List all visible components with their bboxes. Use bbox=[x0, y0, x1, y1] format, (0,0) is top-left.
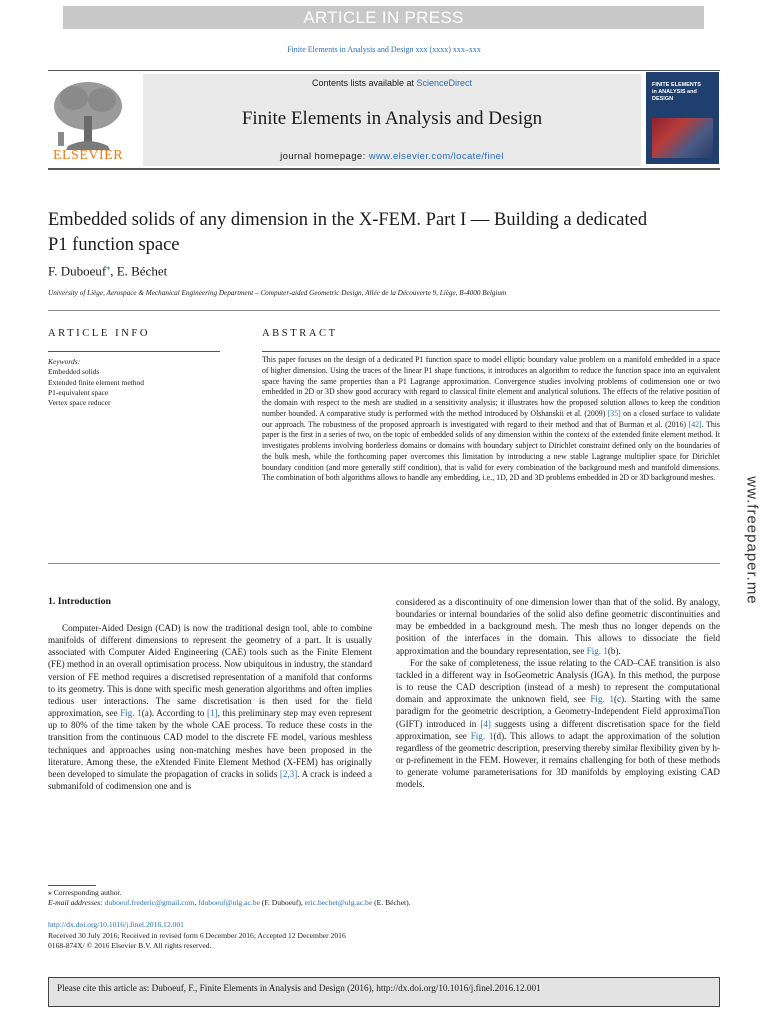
keywords-block bbox=[48, 357, 228, 408]
contents-line bbox=[143, 78, 641, 88]
footnote-block bbox=[48, 888, 720, 908]
intro-paragraph-1-continued bbox=[396, 596, 720, 657]
corresponding-author-note: ⁎ Corresponding author. bbox=[48, 888, 122, 897]
affiliation-divider bbox=[48, 310, 720, 311]
fig-1d-link[interactable]: Fig. 1 bbox=[470, 730, 494, 741]
homepage-link[interactable]: www.elsevier.com/locate/finel bbox=[368, 151, 504, 162]
author-separator: , bbox=[110, 263, 117, 279]
cover-title-line-2: in ANALYSIS and bbox=[652, 89, 697, 95]
abstract-part-2: on a closed surface to validate our approach. The robustness of the proposed approach is investigated with regard to their method and that of Burman et al. (2016) bbox=[262, 408, 720, 429]
article-in-press-banner: ARTICLE IN PRESS bbox=[63, 6, 704, 29]
author-list bbox=[48, 263, 167, 279]
body-column-right bbox=[396, 596, 720, 791]
email-link[interactable]: fduboeuf@ulg.ac.be bbox=[198, 898, 260, 907]
abstract-part-1: This paper focuses on the design of a dedicated P1 function space to model elliptic boundary value problem on a manifold embedded in a space of higher dimension. Using the traces of the linear P1 shape functions, it introduces an algorithm to reduce the function space into an equivalent space having the same properties than a P1 Lagrange approximation. Convergence studies involving problems of codimension one or two embedded in 2D or 3D show good accuracy with regard to classical finite element and analytical solutions. The effects of the relative position of the domain with respect to the mesh are studied in a sensitivity analysis; it illustrates how the proposed solution allows to keep the condition number bounded. A comparative study is performed with the method introduced by Olshanskii et al. (2009) bbox=[262, 355, 720, 418]
header-divider-top bbox=[48, 70, 720, 71]
text-run: (d). This allows to adapt the approximation of the solution regardless of the geometric description, preserving thereby similar flexibility given by h- or p-refinement in the FEM. However, it remains challenging for both of these methods to generate volume parameterisations for 3D manifolds by employing existing CAD models. bbox=[396, 730, 720, 790]
publisher-name: ELSEVIER bbox=[52, 148, 124, 163]
text-run: (b). bbox=[607, 645, 621, 656]
text-run: Computer-Aided Design (CAD) is now the traditional design tool, able to combine manifolds of different dimensions to represent the geometry of a part. It is usually associated with Computer Aided Engineering (CAE) tools such as the Finite Element (FE) method in an overall optimisation process. Now ubiquitous in industry, the standard version of FE method requires a discretised representation of a manifold that conforms to its geometry. This is done with specific mesh generation algorithms and often implies tedious user interactions. The same discretisation is then used for the field approximation, see bbox=[48, 623, 372, 719]
text-run: considered as a discontinuity of one dimension lower than that of the solid. By analogy, boundaries or internal boundaries of the solid also define geometric discontinuities and may be embedded in a background mesh. The mesh thus no longer depends on the position of the interfaces in the domain. This allows to dissociate the field approximation and the boundary representation, see bbox=[396, 597, 720, 656]
ref-4-link[interactable]: [4] bbox=[480, 718, 491, 729]
text-run: suggests using a different discretisation space for the field approximation, see bbox=[396, 718, 720, 741]
fig-1c-link[interactable]: Fig. 1 bbox=[590, 694, 615, 705]
ref-35-link[interactable]: [35] bbox=[607, 408, 621, 418]
keyword-item: P1-equivalent space bbox=[48, 387, 109, 397]
email-owner: (E. Béchet). bbox=[372, 898, 411, 907]
corresponding-author-mark[interactable]: ⁎ bbox=[106, 263, 111, 272]
text-run: (a). According to bbox=[141, 708, 207, 719]
publication-info bbox=[48, 920, 720, 952]
text-run: For the sake of completeness, the issue relating to the CAD–CAE transition is also tackled in a different way in IsoGeometric Analysis (IGA). In this method, the purpose is to reuse the CAD description (instead of a mesh) to represent the computational domain and approximate the unknown field, see bbox=[396, 657, 720, 705]
homepage-prefix: journal homepage: bbox=[280, 151, 369, 162]
issn-copyright: 0168-874X/ © 2016 Elsevier B.V. All rights reserved. bbox=[48, 941, 212, 950]
section-heading-introduction: 1. Introduction bbox=[48, 596, 111, 607]
keyword-item: Extended finite element method bbox=[48, 377, 145, 387]
keyword-item: Embedded solids bbox=[48, 367, 100, 377]
email-owner: (F. Duboeuf), bbox=[259, 898, 305, 907]
author-duboeuf: F. Duboeuf bbox=[48, 263, 107, 279]
email-link[interactable]: duboeuf.frederic@gmail.com bbox=[104, 898, 195, 907]
contents-prefix: Contents lists available at bbox=[311, 78, 417, 88]
cover-title-line-1: FINITE ELEMENTS bbox=[652, 82, 701, 88]
ref-42-link[interactable]: [42] bbox=[688, 419, 702, 429]
text-run: , this preliminary step may even represent up to 80% of the time taken by the whole CAE process. To reduce these costs in the transition from the continuous CAD model to the discrete FE model, various meshless techniques and approaches using non-matching meshes have been proposed in the literature. Among these, the eXtended Finite Element Method (X-FEM) has originally been developed to simulate the propagation of cracks in solids bbox=[48, 708, 373, 779]
freepaper-watermark bbox=[736, 432, 766, 660]
received-dates: Received 30 July 2016; Received in revised form 6 December 2016; Accepted 12 December 2016 bbox=[48, 930, 346, 940]
abstract-part-3: . This paper is the first in a series of two, on the topic of embedded solids of any dimension within the context of the extended finite element method. It investigates problems involving borderless domains or domains with boundary subject to Dirichlet constraint defined only on the boundaries of the bulk mesh, while the forthcoming paper overcomes this limitation by introducing a new stable Lagrange multiplier space for Dirichlet boundary condition (and more generally stiff condition), that is valid for every combination of the background mesh and manifold dimensions. The combination of both algorithms allows to handle any embedding, i.e., 1D, 2D and 3D problems embedded in 2D or 3D background meshes. bbox=[262, 419, 720, 483]
abstract-heading: ABSTRACT bbox=[262, 328, 338, 339]
text-run: . A crack is indeed a submanifold of codimension one and is bbox=[48, 768, 373, 792]
abstract-text bbox=[262, 355, 720, 484]
journal-reference-link[interactable]: Finite Elements in Analysis and Design xxx (xxxx) xxx–xxx bbox=[287, 45, 481, 54]
intro-paragraph-1 bbox=[48, 622, 372, 792]
author-affiliation: University of Liège, Aerospace & Mechanical Engineering Department – Computer-aided Geometric Design, Allée de la Découverte 9, Liège, B-4000 Belgium bbox=[48, 289, 507, 297]
doi-link[interactable]: http://dx.doi.org/10.1016/j.finel.2016.12.001 bbox=[48, 920, 184, 929]
abstract-bottom-divider bbox=[48, 563, 720, 564]
ref-1-link[interactable]: [1] bbox=[207, 708, 218, 719]
freepaper-watermark-text: ww.freepaper.me bbox=[743, 476, 761, 605]
email-link[interactable]: eric.bechet@ulg.ac.be bbox=[304, 898, 373, 907]
fig-1a-link[interactable]: Fig. 1 bbox=[120, 708, 142, 719]
footnote-divider bbox=[48, 885, 96, 886]
email-label: E-mail addresses: bbox=[48, 898, 105, 907]
ref-2-3-link[interactable]: [2,3] bbox=[279, 768, 298, 779]
sciencedirect-link[interactable]: ScienceDirect bbox=[416, 78, 473, 88]
email-line bbox=[48, 898, 720, 908]
header-divider-bottom bbox=[48, 168, 720, 170]
email-separator: , bbox=[194, 898, 199, 907]
abstract-divider bbox=[262, 351, 720, 352]
homepage-line bbox=[143, 151, 641, 162]
article-title: Embedded solids of any dimension in the X-FEM. Part I — Building a dedicated P1 function space bbox=[48, 210, 648, 255]
author-bechet: E. Béchet bbox=[116, 263, 168, 279]
article-info-heading: ARTICLE INFO bbox=[48, 328, 151, 339]
citation-text: Please cite this article as: Duboeuf, F., Finite Elements in Analysis and Design (2016), http://dx.doi.org/10.1016/j.finel.2016.12.001 bbox=[57, 983, 541, 993]
article-info-divider bbox=[48, 351, 220, 352]
journal-cover-title bbox=[652, 82, 714, 103]
text-run: (c). Starting with the same paradigm for the geometric description, a Geometry-Independent Field approximaTion (GIFT) introduced in bbox=[396, 694, 721, 729]
intro-paragraph-2 bbox=[396, 657, 720, 791]
journal-cover-artwork bbox=[652, 118, 713, 158]
fig-1b-link[interactable]: Fig. 1 bbox=[586, 645, 608, 656]
journal-name: Finite Elements in Analysis and Design bbox=[241, 108, 543, 129]
body-column-left bbox=[48, 596, 372, 792]
keyword-item: Vertex space reducer bbox=[48, 398, 111, 408]
keywords-label: Keywords: bbox=[48, 357, 81, 366]
cover-title-line-3: DESIGN bbox=[652, 96, 674, 102]
